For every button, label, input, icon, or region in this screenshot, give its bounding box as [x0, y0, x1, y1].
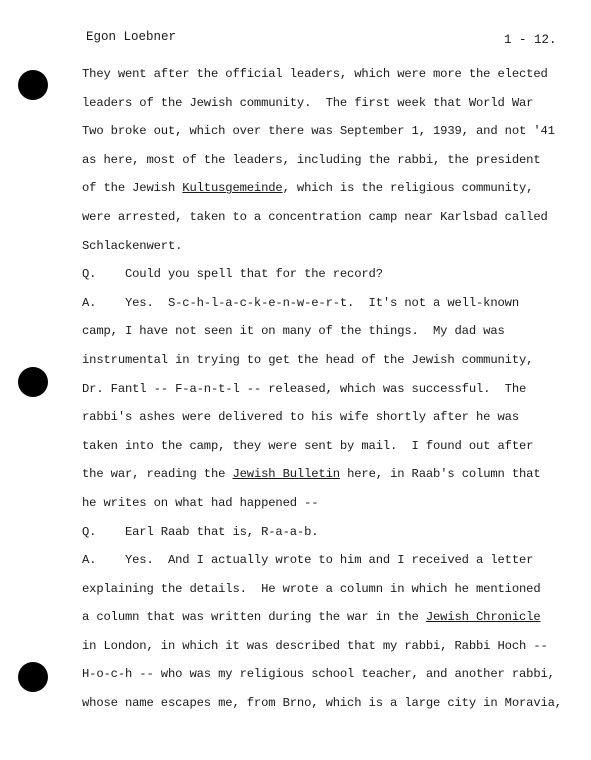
line-text: the war, reading the	[82, 467, 233, 482]
line-text: Q. Could you spell that for the record?	[82, 267, 383, 282]
line-text: of the Jewish	[82, 181, 183, 196]
transcript-line	[82, 403, 552, 432]
transcript-line	[82, 289, 552, 318]
underlined-title: Kultusgemeinde	[182, 181, 283, 196]
line-text: here, in Raab's column that	[339, 467, 541, 482]
transcript-line	[82, 375, 552, 404]
transcript-line	[82, 203, 552, 232]
line-text: in London, in which it was described that my rabbi, Rabbi Hoch --	[82, 638, 548, 653]
transcript-line	[82, 117, 555, 146]
line-text: camp, I have not seen it on many of the things. My dad was	[82, 324, 505, 339]
header-name: Egon Loebner	[86, 30, 177, 44]
line-text: rabbi's ashes were delivered to his wife shortly after he was	[82, 410, 519, 425]
line-text: , which is the religious community,	[282, 181, 534, 196]
transcript-line	[82, 632, 552, 661]
transcript-line	[82, 174, 552, 203]
transcript-line	[82, 89, 552, 118]
underlined-title: Jewish Bulletin	[232, 467, 340, 482]
line-text: A. Yes. And I actually wrote to him and I received a letter	[82, 553, 534, 568]
line-text: explaining the details. He wrote a column in which he mentioned	[82, 581, 541, 596]
line-text: Two broke out, which over there was September 1, 1939, and not '41	[82, 124, 555, 139]
line-text: A. Yes. S-c-h-l-a-c-k-e-n-w-e-r-t. It's not a well-known	[82, 295, 519, 310]
page-number: 1 - 12.	[504, 33, 557, 47]
line-text: Q. Earl Raab that is, R-a-a-b.	[82, 524, 319, 539]
line-text: Dr. Fantl -- F-a-n-t-l -- released, which was successful. The	[82, 381, 527, 396]
line-text: H-o-c-h -- who was my religious school teacher, and another rabbi,	[82, 667, 555, 682]
transcript-line	[82, 518, 552, 547]
line-text: whose name escapes me, from Brno, which is a large city in Moravia,	[82, 696, 562, 711]
line-text: Schlackenwert.	[82, 238, 183, 253]
line-text: as here, most of the leaders, including the rabbi, the president	[82, 152, 541, 167]
transcript-line	[82, 232, 552, 261]
transcript-line	[82, 689, 562, 718]
transcript-line	[82, 260, 552, 289]
punch-hole-top	[18, 70, 48, 100]
underlined-title: Jewish Chronicle	[425, 610, 541, 625]
line-text: instrumental in trying to get the head of the Jewish community,	[82, 352, 534, 367]
line-text: he writes on what had happened --	[82, 495, 319, 510]
transcript-line	[82, 575, 552, 604]
transcript-line	[82, 346, 552, 375]
line-text: They went after the official leaders, which were more the elected	[82, 67, 548, 81]
line-text: a column that was written during the war in the	[82, 610, 426, 625]
punch-hole-bottom	[18, 662, 48, 692]
punch-hole-middle	[18, 367, 48, 397]
transcript-line	[82, 489, 552, 518]
transcript-line	[82, 146, 552, 175]
transcript-line	[82, 460, 552, 489]
line-text: taken into the camp, they were sent by mail. I found out after	[82, 438, 534, 453]
transcript-line	[82, 546, 552, 575]
line-text: were arrested, taken to a concentration camp near Karlsbad called	[82, 209, 548, 224]
transcript-body	[82, 60, 562, 718]
transcript-line	[82, 60, 552, 89]
transcript-line	[82, 432, 552, 461]
line-text: leaders of the Jewish community. The first week that World War	[82, 95, 534, 110]
transcript-line	[82, 317, 552, 346]
transcript-line	[82, 660, 555, 689]
transcript-line	[82, 603, 552, 632]
